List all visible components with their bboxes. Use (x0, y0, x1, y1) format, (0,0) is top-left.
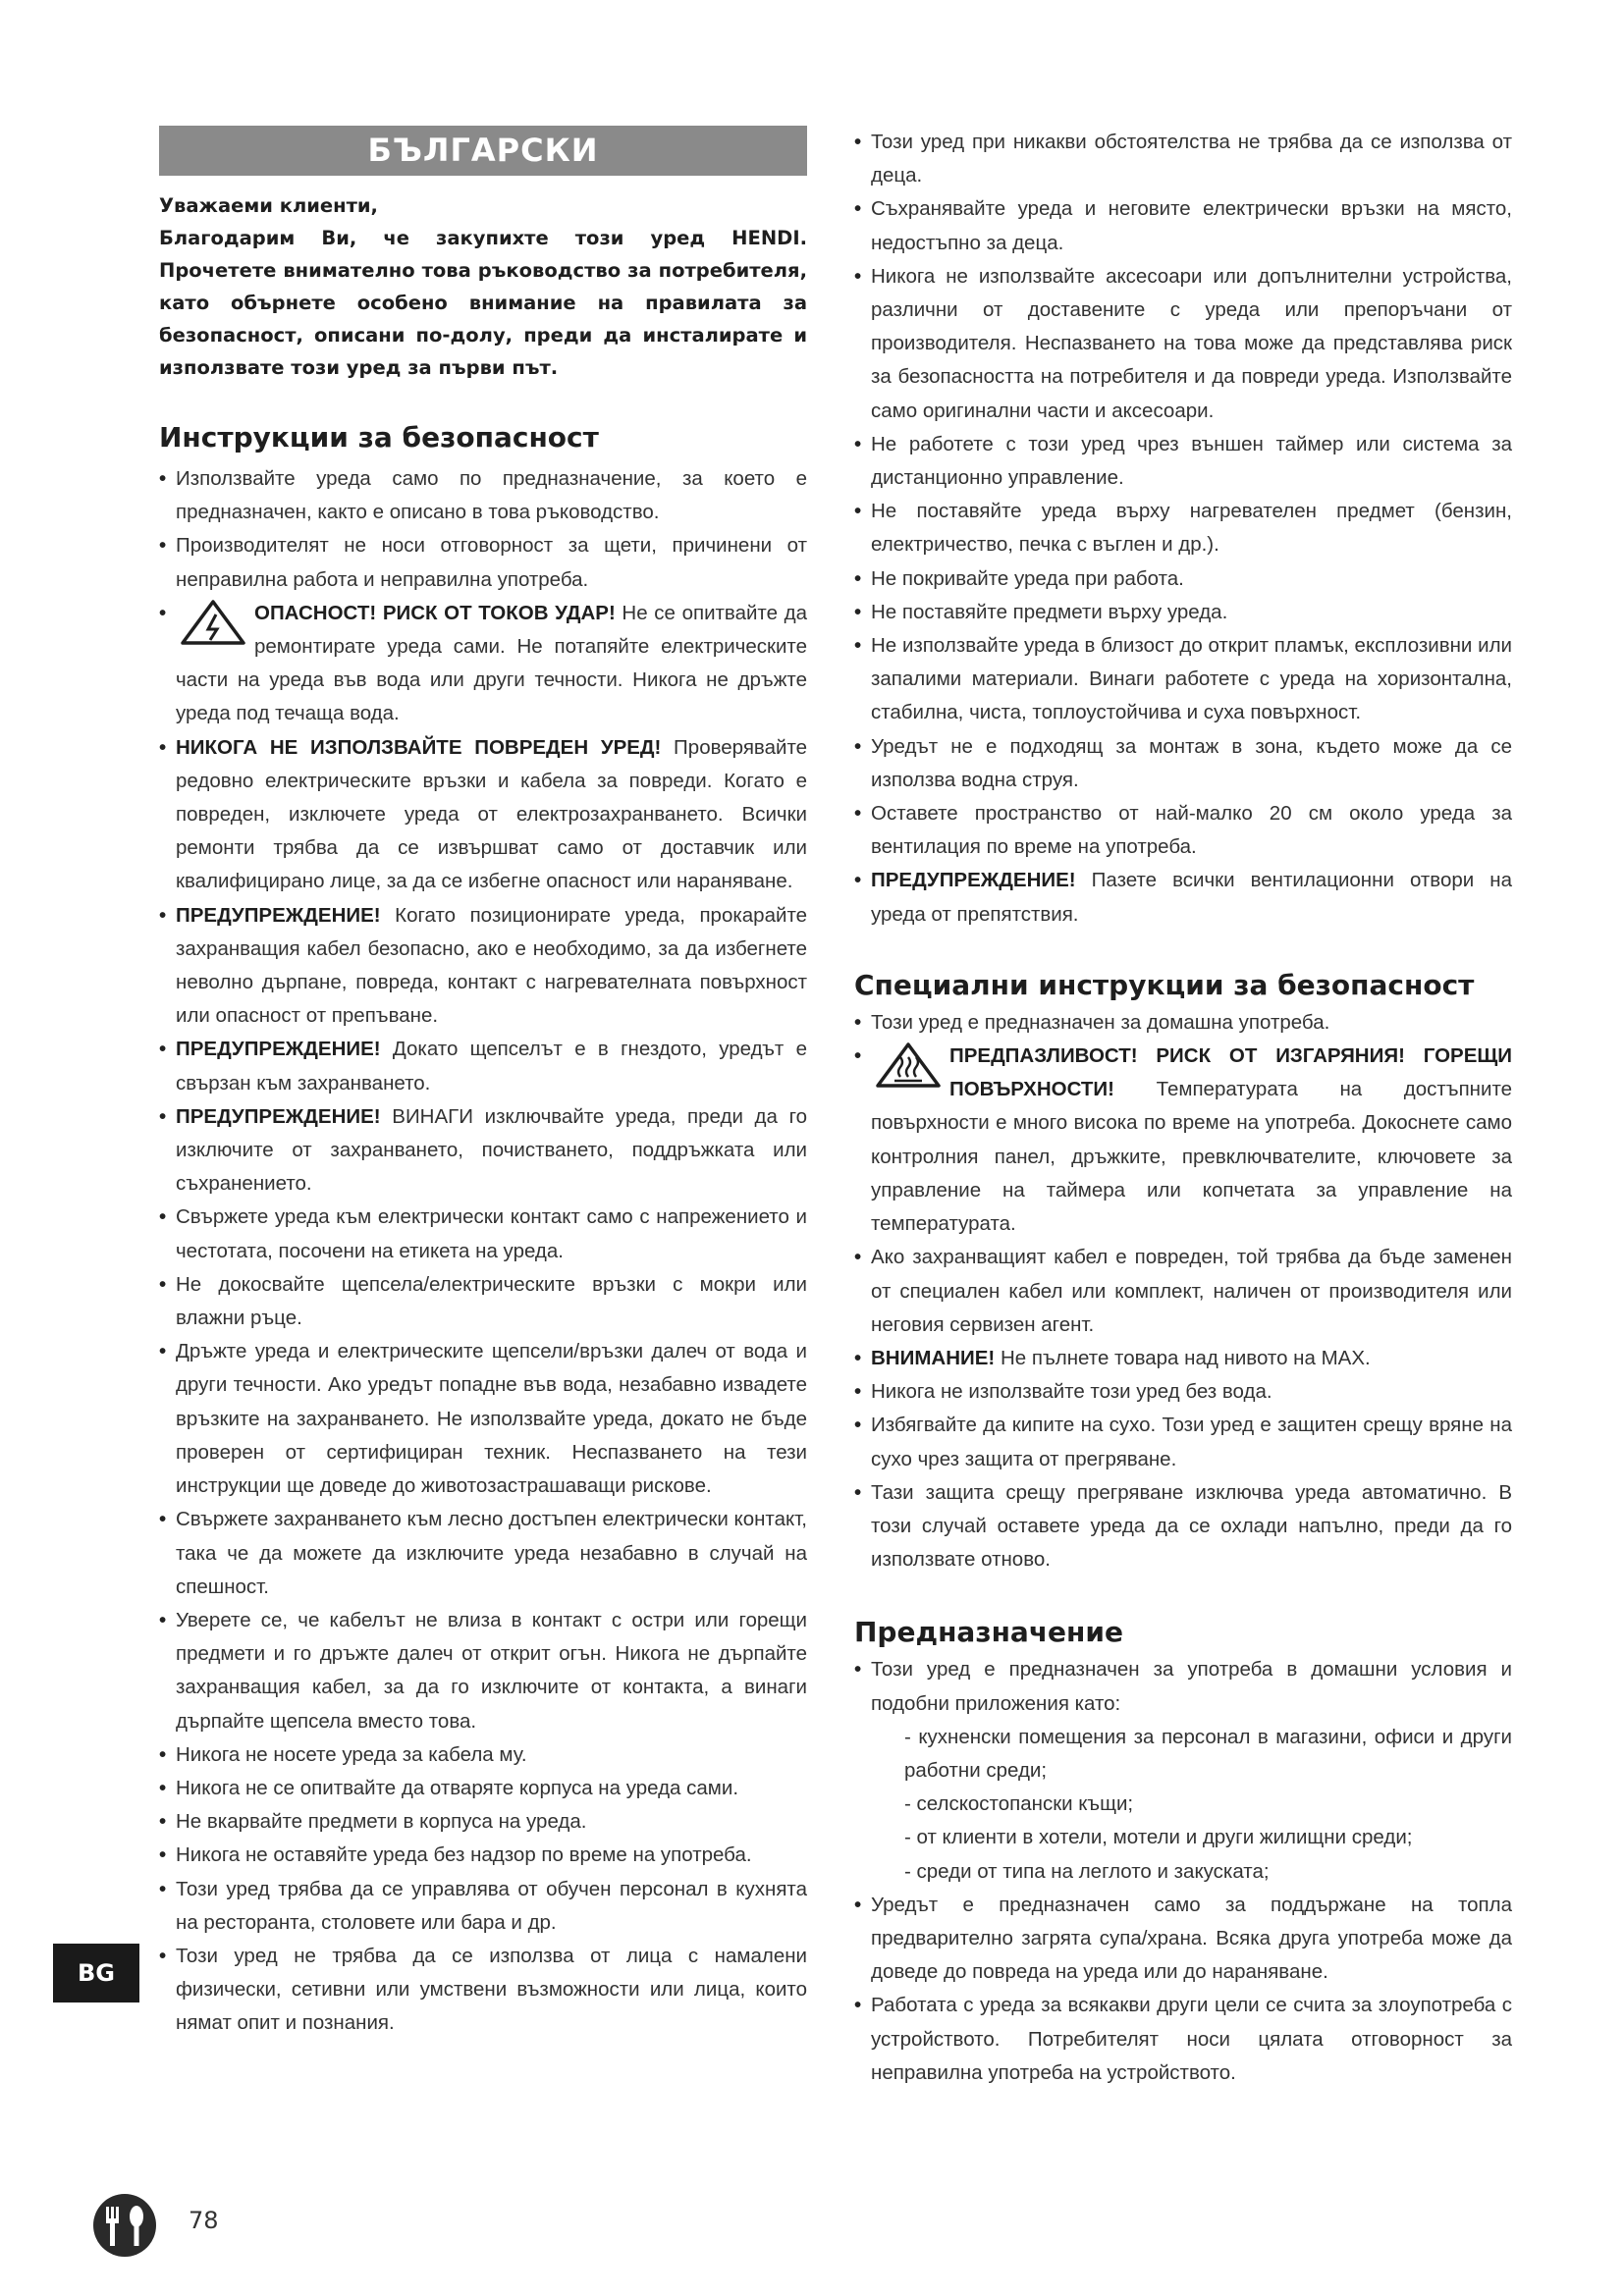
list-item: • Никога не използвайте този уред без вода. (854, 1375, 1512, 1409)
list-item: • НИКОГА НЕ ИЗПОЛЗВАЙТЕ ПОВРЕДЕН УРЕД! Проверявайте редовно електрическите връзки и кабела за повреди. Когато е повреден, изключете уреда от електрозахранването. Всички ремонти трябва да се извършват само от доставчик или квалифицирано лице, за да се избегне опасност или нараняване. (159, 731, 807, 899)
list-item: • Този уред е предназначен за употреба в домашни условия и подобни приложения като: - кухненски помещения за персонал в магазини, офиси и други работни среди; - селскостопански къщи; - от клиенти в хотели, мотели и други жилищни среди; - среди от типа на леглото и закуската; (854, 1653, 1512, 1888)
language-header: БЪЛГАРСКИ (159, 126, 807, 176)
list-item: • Оставете пространство от най-малко 20 см около уреда за вентилация по време на употреба. (854, 797, 1512, 864)
list-item: • Избягвайте да кипите на сухо. Този уред е защитен срещу вряне на сухо чрез защита от прегряване. (854, 1409, 1512, 1475)
electric-shock-warning-icon (180, 599, 246, 646)
list-item: • ПРЕДПАЗЛИВОСТ! РИСК ОТ ИЗГАРЯНИЯ! ГОРЕЩИ ПОВЪРХНОСТИ! Температурата на достъпните повърхности е много висока по време на употреба. Докоснете само контролния панел, дръжките, превключвателите, ключовете за управление на таймера или копчетата за управление на температурата. (854, 1040, 1512, 1241)
list-item: • Този уред не трябва да се използва от лица с намалени физически, сетивни или умствени възможности или лица, които нямат опит и познания. (159, 1940, 807, 2041)
sub-list-item: - кухненски помещения за персонал в магазини, офиси и други работни среди; (904, 1725, 1512, 1782)
list-item: • ПРЕДУПРЕЖДЕНИЕ! Когато позиционирате уреда, прокарайте захранващия кабел безопасно, ако е необходимо, за да избегнете неволно дърпане, повреда, контакт с нагревателната повърхност или опасност от препъване. (159, 899, 807, 1034)
special-safety-title: Специални инструкции за безопасност (854, 968, 1475, 1001)
list-item: • Съхранявайте уреда и неговите електрически връзки на място, недостъпно за деца. (854, 192, 1512, 259)
list-item: • Не покривайте уреда при работа. (854, 562, 1512, 596)
list-item: • Никога не носете уреда за кабела му. (159, 1738, 807, 1772)
page-number: 78 (189, 2207, 219, 2234)
list-item: • Уредът не е подходящ за монтаж в зона, където може да се използва водна струя. (854, 730, 1512, 797)
list-item: • ВНИМАНИЕ! Не пълнете товара над нивото на MAX. (854, 1342, 1512, 1375)
right-column (854, 126, 1512, 2090)
safety-list-continued (854, 126, 1512, 932)
special-safety-list (854, 1006, 1512, 1576)
cutlery-logo-icon (92, 2193, 157, 2258)
purpose-list (854, 1653, 1512, 2090)
language-tab: BG (53, 1944, 139, 2002)
sub-list-item: - селскостопански къщи; (904, 1792, 1134, 1816)
list-item: • ПРЕДУПРЕЖДЕНИЕ! Докато щепселът е в гнездото, уредът е свързан към захранването. (159, 1033, 807, 1099)
list-item: • Дръжте уреда и електрическите щепсели/връзки далеч от вода и други течности. Ако уредът попадне във вода, незабавно извадете връзките на захранването. Не използвайте уреда, докато не бъде проверен от сертифициран техник. Неспазването на тези инструкции ще доведе до животозастрашаващи рискове. (159, 1335, 807, 1503)
list-item: • ПРЕДУПРЕЖДЕНИЕ! ВИНАГИ изключвайте уреда, преди да го изключите от захранването, почистването, поддръжката или съхранението. (159, 1100, 807, 1201)
list-item: • Този уред е предназначен за домашна употреба. (854, 1006, 1512, 1040)
list-item: • Не работете с този уред чрез външен таймер или система за дистанционно управление. (854, 428, 1512, 495)
safety-title: Инструкции за безопасност (159, 421, 599, 454)
list-item: • Уредът е предназначен само за поддържане на топла предварително загрята супа/храна. Всяка друга употреба може да доведе до повреда на уреда или до нараняване. (854, 1889, 1512, 1990)
list-item: • Работата с уреда за всякакви други цели се счита за злоупотреба с устройството. Потребителят носи цялата отговорност за неправилна употреба на устройството. (854, 1989, 1512, 2090)
purpose-sublist (871, 1721, 1512, 1889)
list-item: • Уверете се, че кабелът не влиза в контакт с остри или горещи предмети и го дръжте далеч от открит огън. Никога не дърпайте захранващия кабел, за да го изключите от контакта, а винаги дърпайте щепсела вместо това. (159, 1604, 807, 1738)
list-item: • Използвайте уреда само по предназначение, за което е предназначен, както е описано в това ръководство. (159, 462, 807, 529)
list-item: • Не докосвайте щепсела/електрическите връзки с мокри или влажни ръце. (159, 1268, 807, 1335)
safety-list (159, 462, 807, 2041)
list-item: • Никога не се опитвайте да отваряте корпуса на уреда сами. (159, 1772, 807, 1805)
left-column (159, 126, 807, 2041)
list-item: • Производителят не носи отговорност за щети, причинени от неправилна работа и неправилна употреба. (159, 529, 807, 596)
list-item: • Този уред трябва да се управлява от обучен персонал в кухнята на ресторанта, столовете или бара и др. (159, 1873, 807, 1940)
list-item: • Никога не оставяйте уреда без надзор по време на употреба. (159, 1839, 807, 1872)
list-item: • Този уред при никакви обстоятелства не трябва да се използва от деца. (854, 126, 1512, 192)
list-item: • Не поставяйте уреда върху нагревателен предмет (бензин, електричество, печка с въглен и др.). (854, 495, 1512, 561)
list-item: • ОПАСНОСТ! РИСК ОТ ТОКОВ УДАР! Не се опитвайте да ремонтирате уреда сами. Не потапяйте електрическите части на уреда във вода или други течности. Никога не дръжте уреда под течаща вода. (159, 597, 807, 731)
list-item: • Тази защита срещу прегряване изключва уреда автоматично. В този случай оставете уреда да се охлади напълно, преди да го използвате отново. (854, 1476, 1512, 1577)
intro-text: Благодарим Ви, че закупихте този уред HENDI. Прочетете внимателно това ръководство за потребителя, като обърнете особено внимание на правилата за безопасност, описани по-долу, преди да инсталирате и използвате този уред за първи път. (159, 227, 807, 379)
purpose-title: Предназначение (854, 1616, 1123, 1649)
intro (159, 189, 807, 384)
list-item: • Ако захранващият кабел е повреден, той трябва да бъде заменен от специален кабел или комплект, наличен от производителя или неговия сервизен агент. (854, 1241, 1512, 1342)
list-item: • ПРЕДУПРЕЖДЕНИЕ! Пазете всички вентилационни отвори на уреда от препятствия. (854, 864, 1512, 931)
list-item: • Никога не използвайте аксесоари или допълнителни устройства, различни от доставените с уреда или препоръчани от производителя. Неспазването на това може да представлява риск за безопасността на потребителя и да повреди уреда. Използвайте само оригинални части и аксесоари. (854, 260, 1512, 428)
list-item: • Не поставяйте предмети върху уреда. (854, 596, 1512, 629)
list-item: • Не вкарвайте предмети в корпуса на уреда. (159, 1805, 807, 1839)
list-item: • Свържете захранването към лесно достъпен електрически контакт, така че да можете да изключите уреда незабавно в случай на спешност. (159, 1503, 807, 1604)
hot-surface-warning-icon (875, 1041, 942, 1089)
sub-list-item: - среди от типа на леглото и закуската; (904, 1859, 1270, 1883)
list-item: • Свържете уреда към електрически контакт само с напрежението и честотата, посочени на етикета на уреда. (159, 1201, 807, 1267)
intro-greeting: Уважаеми клиенти, (159, 194, 378, 217)
list-item: • Не използвайте уреда в близост до открит пламък, експлозивни или запалими материали. Винаги работете с уреда на хоризонтална, стабилна, чиста, топлоустойчива и суха повърхност. (854, 629, 1512, 730)
sub-list-item: - от клиенти в хотели, мотели и други жилищни среди; (904, 1826, 1413, 1849)
